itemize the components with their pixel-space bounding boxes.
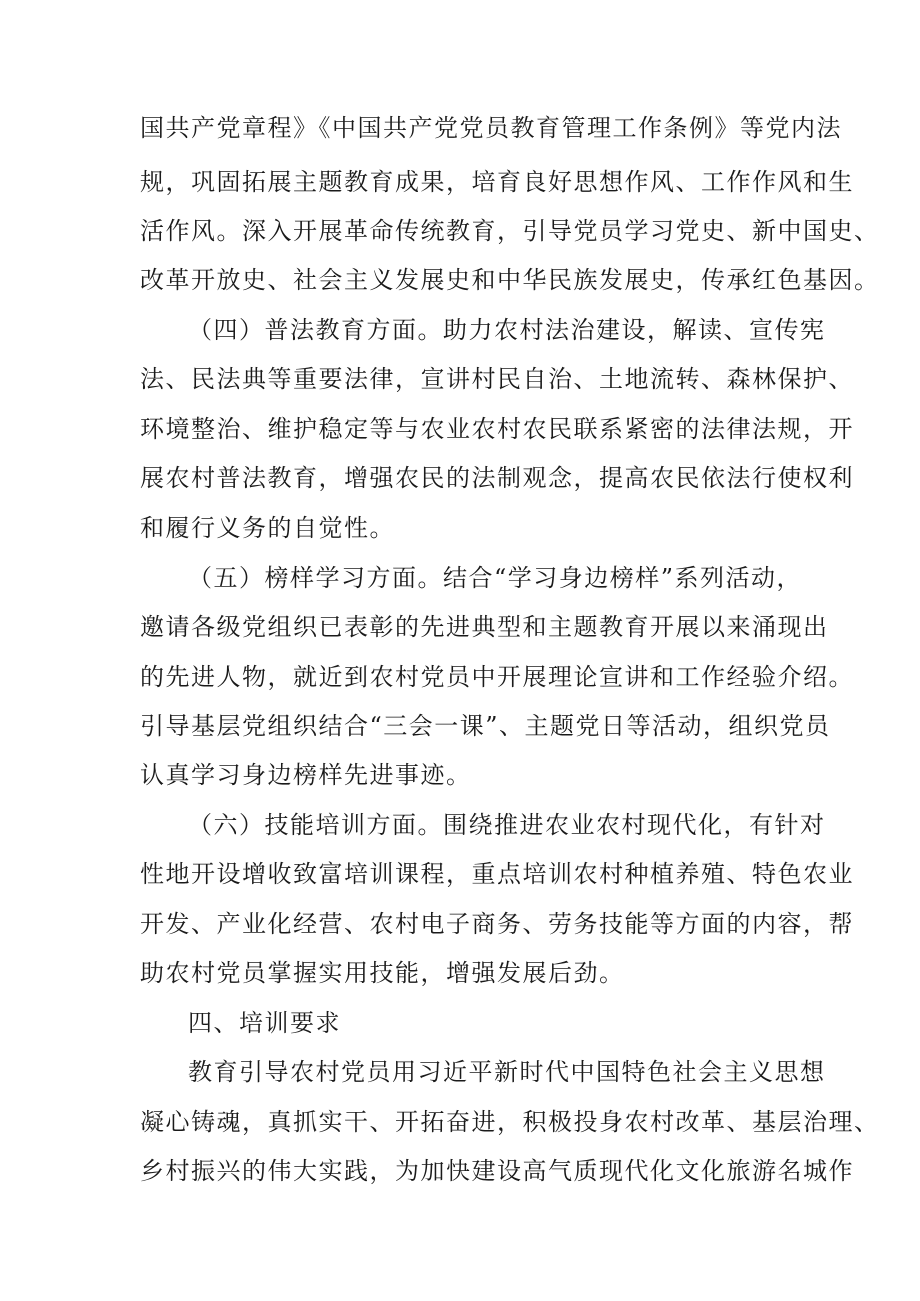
paragraph-line: 和履行义务的自觉性。 — [140, 514, 395, 542]
paragraph-line: 展农村普法教育，增强农民的法制观念，提高农民依法行使权利 — [140, 464, 854, 492]
paragraph-line: 活作风。深入开展革命传统教育，引导党员学习党史、新中国史、 — [140, 217, 880, 245]
paragraph-line: 邀请各级党组织已表彰的先进典型和主题教育开展以来涌现出 — [140, 613, 829, 641]
paragraph-line: 认真学习身边榜样先进事迹。 — [140, 761, 472, 789]
paragraph-line: 凝心铸魂，真抓实干、开拓奋进，积极投身农村改革、基层治理、 — [140, 1108, 880, 1136]
paragraph-line: 乡村振兴的伟大实践，为加快建设高气质现代化文化旅游名城作 — [140, 1157, 854, 1185]
section-heading-4: （四）普法教育方面。助力农村法治建设，解读、宣传宪 — [188, 316, 826, 344]
paragraph-line: 法、民法典等重要法律，宣讲村民自治、土地流转、森林保护、 — [140, 365, 854, 393]
paragraph-line: 的先进人物，就近到农村党员中开展理论宣讲和工作经验介绍。 — [140, 663, 854, 691]
paragraph-line: 助农村党员掌握实用技能，增强发展后劲。 — [140, 959, 625, 987]
section-heading-5: （五）榜样学习方面。结合“学习身边榜样”系列活动， — [188, 564, 803, 592]
paragraph-line: 开发、产业化经营、农村电子商务、劳务技能等方面的内容，帮 — [140, 910, 854, 938]
section-heading-6: （六）技能培训方面。围绕推进农业农村现代化，有针对 — [188, 811, 826, 839]
paragraph-line: 规，巩固拓展主题教育成果，培育良好思想作风、工作作风和生 — [140, 168, 854, 196]
paragraph-line: 教育引导农村党员用习近平新时代中国特色社会主义思想 — [188, 1058, 826, 1086]
paragraph-line: 引导基层党组织结合“三会一课”、主题党日等活动，组织党员 — [140, 712, 831, 740]
paragraph-line: 改革开放史、社会主义发展史和中华民族发展史，传承红色基因。 — [140, 266, 880, 294]
paragraph-line: 环境整治、维护稳定等与农业农村农民联系紧密的法律法规，开 — [140, 415, 854, 443]
paragraph-line: 国共产党章程》《中国共产党党员教育管理工作条例》等党内法 — [140, 114, 842, 142]
paragraph-line: 性地开设增收致富培训课程，重点培训农村种植养殖、特色农业 — [140, 860, 854, 888]
section-title-requirements: 四、培训要求 — [188, 1009, 341, 1037]
